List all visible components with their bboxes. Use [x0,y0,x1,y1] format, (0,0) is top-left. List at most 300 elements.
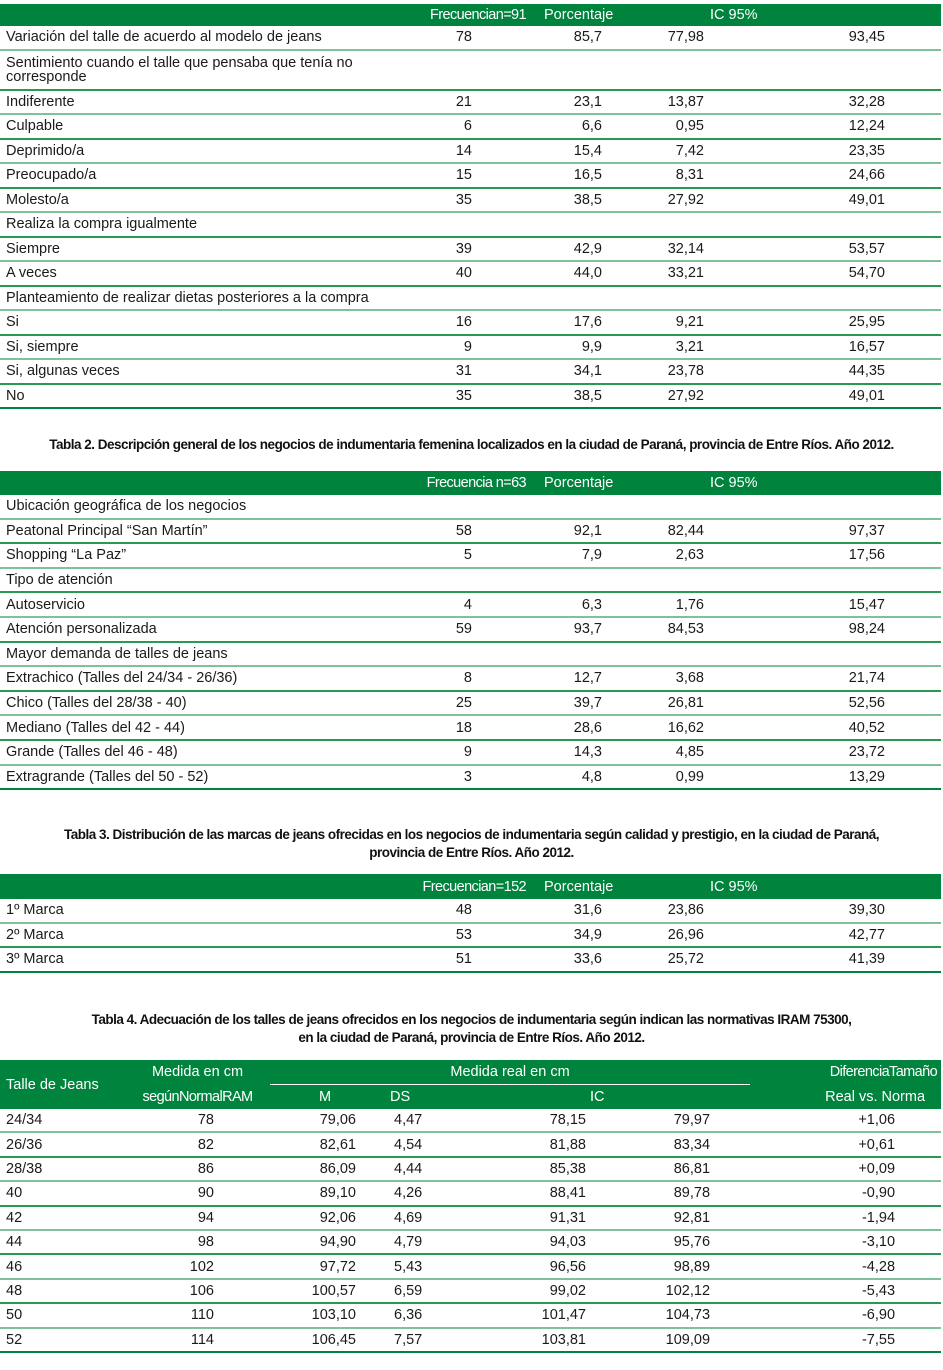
cell-ic-low [630,495,760,519]
row-label: Planteamiento de realizar dietas posteriores a la compra [0,286,380,311]
cell-ic-low: 2,63 [630,543,760,568]
row-label: Extragrande (Talles del 50 - 52) [0,765,380,790]
cell-ic-high: 40,52 [760,715,941,740]
table-row [0,642,941,667]
row-label: 3º Marca [0,947,380,972]
cell-porcentaje: 16,5 [530,163,630,188]
table-3-caption-line-1: Tabla 3. Distribución de las marcas de jeans ofrecidas en los negocios de indumentaria según calidad y prestigio, en la ciudad de Paraná, [63,827,880,842]
header-label [0,4,380,26]
cell-m: 97,72 [270,1254,380,1278]
header-talle: Talle de Jeans [0,1060,125,1109]
cell-porcentaje: 28,6 [530,715,630,740]
cell-ic-high [760,495,941,519]
cell-talle: 46 [0,1254,125,1278]
table-row [0,765,941,790]
cell-frecuencia: 53 [380,923,530,948]
cell-ds: 4,79 [380,1230,470,1254]
cell-frecuencia: 21 [380,90,530,115]
header-medida-real: Medida real en cm [270,1060,750,1085]
cell-ic-high: 98,24 [760,617,941,642]
cell-ic-high [760,50,941,90]
cell-frecuencia [380,568,530,593]
cell-medida-norma: 78 [125,1109,270,1132]
table-row [0,310,941,335]
cell-diferencia: -5,43 [750,1279,941,1303]
cell-porcentaje: 92,1 [530,519,630,544]
table-row [0,568,941,593]
cell-frecuencia: 16 [380,310,530,335]
table-row [0,899,941,923]
table-row [0,1181,941,1205]
cell-talle: 48 [0,1279,125,1303]
cell-ic-high: 93,45 [760,26,941,50]
table-row [0,1206,941,1230]
cell-ic-low: 99,02 [470,1279,610,1303]
header-m: M [270,1085,380,1110]
table-row [0,1109,941,1132]
table-row [0,1132,941,1156]
header-label [0,471,380,495]
table-row [0,163,941,188]
header-medida-norma-line-2: segúnNormalRAM [125,1085,270,1110]
cell-talle: 50 [0,1303,125,1327]
cell-porcentaje [530,495,630,519]
cell-ic-low: 16,62 [630,715,760,740]
cell-medida-norma: 114 [125,1328,270,1352]
cell-ic-low: 85,38 [470,1157,610,1181]
cell-diferencia: -4,28 [750,1254,941,1278]
cell-diferencia: -6,90 [750,1303,941,1327]
cell-frecuencia [380,642,530,667]
table-row [0,286,941,311]
cell-ic-high: 83,34 [610,1132,750,1156]
cell-talle: 24/34 [0,1109,125,1132]
cell-ic-high: 89,78 [610,1181,750,1205]
row-label: Extrachico (Talles del 24/34 - 26/36) [0,666,380,691]
row-label: Si [0,310,380,335]
table-4-header-row-2 [0,1085,941,1110]
cell-ic-low: 96,56 [470,1254,610,1278]
cell-ic-low: 26,81 [630,691,760,716]
cell-diferencia: -0,90 [750,1181,941,1205]
table-3-caption-line-2: provincia de Entre Ríos. Año 2012. [369,845,574,860]
cell-porcentaje: 42,9 [530,237,630,262]
row-label: Tipo de atención [0,568,380,593]
cell-talle: 26/36 [0,1132,125,1156]
cell-frecuencia: 48 [380,899,530,923]
cell-frecuencia [380,286,530,311]
row-label: No [0,384,380,409]
table-row [0,666,941,691]
cell-ic-low: 84,53 [630,617,760,642]
cell-ic-low: 77,98 [630,26,760,50]
cell-ic-high: 52,56 [760,691,941,716]
table-2-body [0,495,941,789]
cell-m: 92,06 [270,1206,380,1230]
row-label: Si, siempre [0,335,380,360]
cell-ic-low: 101,47 [470,1303,610,1327]
table-row [0,26,941,50]
cell-ic-high: 97,37 [760,519,941,544]
cell-ic-high: 49,01 [760,384,941,409]
cell-medida-norma: 106 [125,1279,270,1303]
cell-porcentaje: 14,3 [530,740,630,765]
cell-ic-high [760,286,941,311]
header-frecuencia: Frecuencian=152 [380,874,530,899]
table-row [0,1254,941,1278]
table-3-header [0,874,941,899]
cell-ic-high: 21,74 [760,666,941,691]
cell-talle: 44 [0,1230,125,1254]
cell-ic-high: 79,97 [610,1109,750,1132]
cell-ic-low: 0,95 [630,114,760,139]
cell-frecuencia: 5 [380,543,530,568]
table-row [0,691,941,716]
cell-medida-norma: 102 [125,1254,270,1278]
cell-ds: 5,43 [380,1254,470,1278]
table-1-header [0,4,941,26]
cell-ds: 4,54 [380,1132,470,1156]
cell-ic-high: 15,47 [760,592,941,617]
row-label: Autoservicio [0,592,380,617]
cell-ic-high: 41,39 [760,947,941,972]
header-ic95: IC 95% [630,874,941,899]
cell-porcentaje: 33,6 [530,947,630,972]
cell-ds: 7,57 [380,1328,470,1352]
cell-ic-high: 42,77 [760,923,941,948]
cell-diferencia: +1,06 [750,1109,941,1132]
cell-ic-low [630,212,760,237]
cell-ds: 4,69 [380,1206,470,1230]
cell-ic-low [630,642,760,667]
row-label: Ubicación geográfica de los negocios [0,495,380,519]
cell-m: 94,90 [270,1230,380,1254]
table-row [0,261,941,286]
cell-frecuencia: 9 [380,335,530,360]
table-row [0,519,941,544]
cell-ic-low: 9,21 [630,310,760,335]
cell-porcentaje: 85,7 [530,26,630,50]
cell-ic-high: 49,01 [760,188,941,213]
row-label: Si, algunas veces [0,359,380,384]
cell-m: 86,09 [270,1157,380,1181]
cell-ds: 6,36 [380,1303,470,1327]
table-3-body [0,899,941,972]
header-medida-norma-line-1: Medida en cm [125,1060,270,1085]
table-row [0,359,941,384]
table-row [0,139,941,164]
row-label: Molesto/a [0,188,380,213]
cell-medida-norma: 110 [125,1303,270,1327]
cell-ic-high: 104,73 [610,1303,750,1327]
cell-frecuencia: 15 [380,163,530,188]
table-1 [0,4,941,409]
table-4-body [0,1109,941,1352]
table-row [0,335,941,360]
cell-ic-low: 0,99 [630,765,760,790]
cell-ic-low: 32,14 [630,237,760,262]
cell-porcentaje: 23,1 [530,90,630,115]
cell-frecuencia: 58 [380,519,530,544]
cell-ic-high: 13,29 [760,765,941,790]
cell-ic-low: 13,87 [630,90,760,115]
cell-ic-low: 81,88 [470,1132,610,1156]
cell-frecuencia: 9 [380,740,530,765]
cell-frecuencia: 78 [380,26,530,50]
header-diferencia-line-1: DiferenciaTamaño [750,1060,941,1085]
cell-ic-high: 98,89 [610,1254,750,1278]
cell-ic-high: 86,81 [610,1157,750,1181]
table-3-caption [0,826,943,862]
row-label: 2º Marca [0,923,380,948]
cell-medida-norma: 90 [125,1181,270,1205]
cell-ic-low: 82,44 [630,519,760,544]
header-ic95: IC 95% [630,471,941,495]
cell-m: 89,10 [270,1181,380,1205]
table-row [0,237,941,262]
cell-ic-low: 1,76 [630,592,760,617]
row-label: Shopping “La Paz” [0,543,380,568]
header-porcentaje: Porcentaje [530,874,630,899]
cell-ic-low [630,568,760,593]
cell-porcentaje: 15,4 [530,139,630,164]
cell-ds: 4,26 [380,1181,470,1205]
cell-ic-low: 7,42 [630,139,760,164]
cell-porcentaje: 38,5 [530,384,630,409]
table-row [0,1328,941,1352]
cell-frecuencia: 51 [380,947,530,972]
row-label: Grande (Talles del 46 - 48) [0,740,380,765]
cell-frecuencia: 6 [380,114,530,139]
cell-ic-low: 3,68 [630,666,760,691]
header-porcentaje: Porcentaje [530,4,630,26]
row-label: Sentimiento cuando el talle que pensaba que tenía no corresponde [0,50,380,90]
cell-porcentaje: 38,5 [530,188,630,213]
cell-ic-low: 27,92 [630,188,760,213]
cell-ic-high: 44,35 [760,359,941,384]
table-row [0,1230,941,1254]
cell-talle: 28/38 [0,1157,125,1181]
table-2-header [0,471,941,495]
cell-m: 106,45 [270,1328,380,1352]
cell-ic-low: 26,96 [630,923,760,948]
cell-frecuencia: 40 [380,261,530,286]
cell-ic-high: 12,24 [760,114,941,139]
cell-m: 103,10 [270,1303,380,1327]
cell-ic-low [630,286,760,311]
cell-ic-low: 4,85 [630,740,760,765]
cell-frecuencia [380,212,530,237]
table-row [0,50,941,90]
header-ic: IC [470,1085,750,1110]
cell-porcentaje [530,212,630,237]
row-label: Variación del talle de acuerdo al modelo de jeans [0,26,380,50]
cell-porcentaje: 44,0 [530,261,630,286]
row-label: Siempre [0,237,380,262]
cell-diferencia: -7,55 [750,1328,941,1352]
row-label: Culpable [0,114,380,139]
cell-ic-high: 95,76 [610,1230,750,1254]
table-4-header-row-1 [0,1060,941,1085]
cell-diferencia: -1,94 [750,1206,941,1230]
cell-porcentaje [530,286,630,311]
cell-ds: 6,59 [380,1279,470,1303]
cell-diferencia: -3,10 [750,1230,941,1254]
cell-ic-low: 88,41 [470,1181,610,1205]
cell-ic-low: 25,72 [630,947,760,972]
row-label: Indiferente [0,90,380,115]
cell-porcentaje: 34,9 [530,923,630,948]
cell-frecuencia [380,495,530,519]
cell-porcentaje [530,642,630,667]
cell-porcentaje: 6,3 [530,592,630,617]
cell-frecuencia: 8 [380,666,530,691]
row-label: A veces [0,261,380,286]
cell-ic-high: 53,57 [760,237,941,262]
cell-porcentaje [530,568,630,593]
table-row [0,1157,941,1181]
cell-m: 100,57 [270,1279,380,1303]
header-porcentaje: Porcentaje [530,471,630,495]
table-4-caption-line-1: Tabla 4. Adecuación de los talles de jeans ofrecidos en los negocios de indumentaria según indican las normativas IRAM 75300, [91,1012,852,1027]
row-label: Peatonal Principal “San Martín” [0,519,380,544]
cell-m: 82,61 [270,1132,380,1156]
table-row [0,384,941,409]
row-label: Atención personalizada [0,617,380,642]
cell-porcentaje [530,50,630,90]
cell-frecuencia: 31 [380,359,530,384]
cell-ic-high: 39,30 [760,899,941,923]
cell-porcentaje: 12,7 [530,666,630,691]
header-diferencia-line-2: Real vs. Norma [750,1085,941,1110]
header-ic95: IC 95% [630,4,941,26]
cell-frecuencia: 18 [380,715,530,740]
row-label: Chico (Talles del 28/38 - 40) [0,691,380,716]
cell-ic-low: 91,31 [470,1206,610,1230]
cell-ic-low: 78,15 [470,1109,610,1132]
row-label: Mediano (Talles del 42 - 44) [0,715,380,740]
row-label: Mayor demanda de talles de jeans [0,642,380,667]
header-frecuencia: Frecuencia n=63 [380,471,530,495]
table-2 [0,471,941,790]
header-label [0,874,380,899]
table-row [0,114,941,139]
cell-talle: 40 [0,1181,125,1205]
cell-medida-norma: 94 [125,1206,270,1230]
table-1-body [0,26,941,408]
table-row [0,212,941,237]
row-label: 1º Marca [0,899,380,923]
table-row [0,947,941,972]
table-2-caption: Tabla 2. Descripción general de los negocios de indumentaria femenina localizados en la ciudad de Paraná, provincia de Entre Ríos. Año 2012. [49,437,894,452]
cell-ic-high: 32,28 [760,90,941,115]
cell-porcentaje: 7,9 [530,543,630,568]
cell-ic-high: 102,12 [610,1279,750,1303]
cell-ic-high [760,568,941,593]
cell-frecuencia [380,50,530,90]
table-row [0,617,941,642]
header-ds: DS [380,1085,470,1110]
cell-porcentaje: 34,1 [530,359,630,384]
table-row [0,715,941,740]
cell-frecuencia: 14 [380,139,530,164]
header-frecuencia: Frecuencian=91 [380,4,530,26]
cell-porcentaje: 93,7 [530,617,630,642]
cell-ic-high: 109,09 [610,1328,750,1352]
table-row [0,90,941,115]
cell-ic-low: 8,31 [630,163,760,188]
cell-ic-low: 3,21 [630,335,760,360]
cell-ic-low: 23,86 [630,899,760,923]
cell-ds: 4,44 [380,1157,470,1181]
table-row [0,592,941,617]
cell-frecuencia: 59 [380,617,530,642]
table-4-caption [0,1011,943,1047]
cell-ic-high [760,642,941,667]
cell-ic-high: 23,35 [760,139,941,164]
cell-m: 79,06 [270,1109,380,1132]
cell-ic-high: 16,57 [760,335,941,360]
cell-porcentaje: 6,6 [530,114,630,139]
table-4-caption-line-2: en la ciudad de Paraná, provincia de Entre Ríos. Año 2012. [298,1030,645,1045]
cell-medida-norma: 82 [125,1132,270,1156]
table-row [0,495,941,519]
cell-ic-low: 27,92 [630,384,760,409]
cell-porcentaje: 4,8 [530,765,630,790]
row-label: Realiza la compra igualmente [0,212,380,237]
table-row [0,1279,941,1303]
cell-ds: 4,47 [380,1109,470,1132]
cell-ic-low: 94,03 [470,1230,610,1254]
cell-ic-high: 17,56 [760,543,941,568]
table-row [0,543,941,568]
table-4 [0,1060,941,1353]
cell-ic-high: 92,81 [610,1206,750,1230]
cell-ic-high: 25,95 [760,310,941,335]
cell-medida-norma: 98 [125,1230,270,1254]
cell-talle: 42 [0,1206,125,1230]
cell-talle: 52 [0,1328,125,1352]
cell-medida-norma: 86 [125,1157,270,1181]
cell-ic-low: 23,78 [630,359,760,384]
cell-porcentaje: 39,7 [530,691,630,716]
cell-ic-high [760,212,941,237]
cell-diferencia: +0,61 [750,1132,941,1156]
cell-ic-high: 24,66 [760,163,941,188]
cell-frecuencia: 25 [380,691,530,716]
cell-ic-low [630,50,760,90]
row-label: Deprimido/a [0,139,380,164]
cell-ic-high: 23,72 [760,740,941,765]
cell-frecuencia: 35 [380,188,530,213]
cell-frecuencia: 3 [380,765,530,790]
table-row [0,188,941,213]
cell-diferencia: +0,09 [750,1157,941,1181]
table-row [0,1303,941,1327]
table-3 [0,874,941,973]
table-row [0,740,941,765]
cell-ic-low: 33,21 [630,261,760,286]
cell-porcentaje: 31,6 [530,899,630,923]
cell-porcentaje: 9,9 [530,335,630,360]
cell-frecuencia: 35 [380,384,530,409]
cell-porcentaje: 17,6 [530,310,630,335]
cell-ic-low: 103,81 [470,1328,610,1352]
table-row [0,923,941,948]
row-label: Preocupado/a [0,163,380,188]
cell-frecuencia: 39 [380,237,530,262]
cell-ic-high: 54,70 [760,261,941,286]
